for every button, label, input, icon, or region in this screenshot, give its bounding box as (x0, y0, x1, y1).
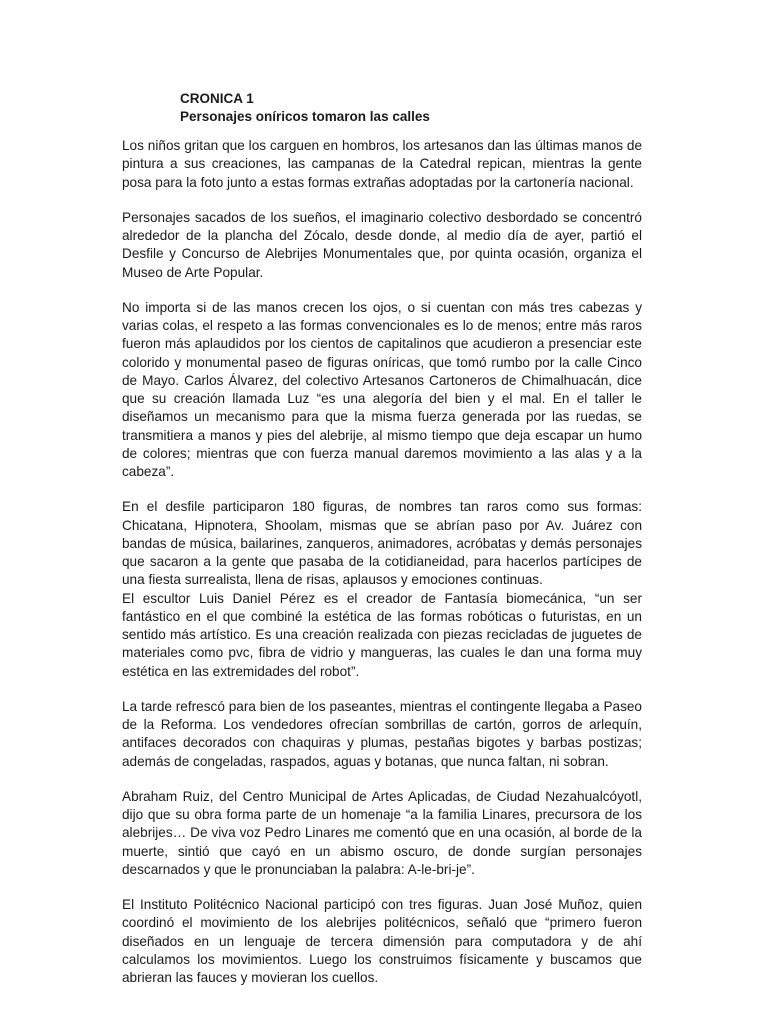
paragraph-2: Personajes sacados de los sueños, el imaginario colectivo desbordado se concentró alrededor de la plancha del Zócalo, desde donde, al medio día de ayer, partió el Desfile y Concurso de Alebrijes Monumentales que, por quinta ocasión, organiza el Museo de Arte Popular. (122, 209, 642, 280)
paragraph-8: El Instituto Politécnico Nacional participó con tres figuras. Juan José Muñoz, quien coordinó el movimiento de los alebrijes politécnicos, señaló que “primero fueron diseñados en un lenguaje de tercera dimensión para computadora y de ahí calculamos los movimientos. Luego los construimos físicamente y buscamos que abrieran las fauces y movieran los cuellos. (122, 897, 642, 985)
paragraph-5: El escultor Luis Daniel Pérez es el creador de Fantasía biomecánica, “un ser fantástico en el que combiné la estética de las formas robóticas o futuristas, en un sentido más artístico. Es una creación realizada con piezas recicladas de juguetes de materiales como pvc, fibra de vidrio y mangueras, las cuales le dan una forma muy estética en las extremidades del robot”. (122, 590, 642, 679)
paragraph-6: La tarde refrescó para bien de los paseantes, mientras el contingente llegaba a Paseo de la Reforma. Los vendedores ofrecían sombrillas de cartón, gorros de arlequín, antifaces decorados con chaquiras y plumas, pestañas bigotes y barbas postizas; además de congeladas, raspados, aguas y botanas, que nunca faltan, ni sobran. (122, 698, 642, 769)
paragraph-7: Abraham Ruiz, del Centro Municipal de Artes Aplicadas, de Ciudad Nezahualcóyotl, dijo que su obra forma parte de un homenaje “a la familia Linares, precursora de los alebrijes… De viva voz Pedro Linares me comentó que en una ocasión, al borde de la muerte, sintió que cayó en un abismo oscuro, de donde surgían personajes descarnados y que le pronunciaban la palabra: A-le-bri-je”. (122, 788, 642, 877)
paragraph-4: En el desfile participaron 180 figuras, de nombres tan raros como sus formas: Chicatana, Hipnotera, Shoolam, mismas que se abrían paso por Av. Juárez con bandas de música, bailarines, zanqueros, animadores, acróbatas y demás personajes que sacaron a la gente que pasaba de la cotidianeidad, para hacerlos partícipes de una fiesta surrealista, llena de risas, aplausos y emociones continuas. (122, 499, 642, 588)
document-heading: CRONICA 1 (180, 91, 254, 106)
paragraph-1: Los niños gritan que los carguen en hombros, los artesanos dan las últimas manos de pintura a sus creaciones, las campanas de la Catedral repican, mientras la gente posa para la foto junto a estas formas extrañas adoptadas por la cartonería nacional. (122, 138, 642, 190)
paragraph-3: No importa si de las manos crecen los ojos, o si cuentan con más tres cabezas y varias colas, el respeto a las formas convencionales es lo de menos; entre más raros fueron más aplaudidos por los cientos de capitalinos que acudieron a presenciar este colorido y monumental paseo de figuras oníricas, que tomó rumbo por la calle Cinco de Mayo. Carlos Álvarez, del colectivo Artesanos Cartoneros de Chimalhuacán, dice que su creación llamada Luz “es una alegoría del bien y el mal. En el taller le diseñamos un mecanismo para que la misma fuerza generada por las ruedas, se transmitiera a manos y pies del alebrije, al mismo tiempo que deja escapar un humo de colores; mientras que con fuerza manual daremos movimiento a las alas y a la cabeza”. (122, 299, 642, 479)
document-title: Personajes oníricos tomaron las calles (180, 109, 430, 124)
document-header (180, 90, 430, 126)
document-body (122, 137, 642, 1004)
